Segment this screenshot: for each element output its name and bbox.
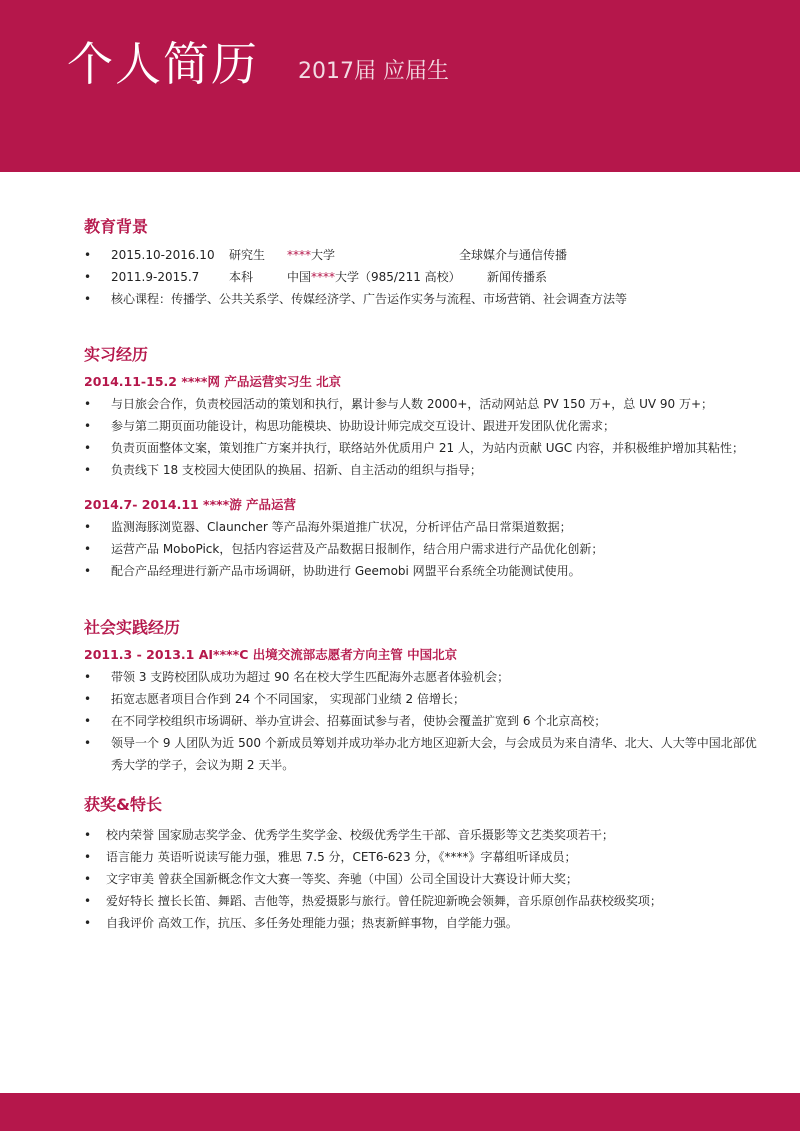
- list-item: • 拓宽志愿者项目合作到 24 个不同国家， 实现部门业绩 2 倍增长；: [84, 688, 764, 710]
- list-item: • 负责页面整体文案，策划推广方案并执行，联络站外优质用户 21 人，为站内贡献 UGC 内容，并积极维护增加其粘性；: [84, 437, 764, 459]
- social-title: 2011.3 - 2013.1 AI****C 出境交流部志愿者方向主管 中国北京: [84, 647, 458, 662]
- edu-major: 全球媒介与通信传播: [459, 248, 568, 262]
- job-duties-list: [84, 516, 764, 582]
- list-item: • 负责线下 18 支校园大使团队的换届、招新、自主活动的组织与指导；: [84, 459, 764, 481]
- education-row: [84, 266, 764, 288]
- edu-school: ****大学: [287, 248, 336, 262]
- header-banner: [0, 0, 800, 172]
- page-subtitle: 2017届 应届生: [298, 59, 449, 84]
- education-courses: • 核心课程：传播学、公共关系学、传媒经济学、广告运作实务与流程、市场营销、社会调查方法等: [84, 288, 764, 310]
- internship-heading: 实习经历: [84, 345, 149, 364]
- list-item: • 文字审美 曾获全国新概念作文大赛一等奖、奔驰（中国）公司全国设计大赛设计师大奖；: [84, 868, 764, 890]
- list-item: • 自我评价 高效工作，抗压、多任务处理能力强；热衷新鲜事物，自学能力强。: [84, 912, 764, 934]
- edu-major: 新闻传播系: [487, 270, 548, 284]
- list-item: • 爱好特长 擅长长笛、舞蹈、吉他等，热爱摄影与旅行。曾任院迎新晚会领舞，音乐原创作品获校级奖项；: [84, 890, 764, 912]
- edu-period: 2011.9-2015.7: [111, 270, 200, 284]
- list-item: • 监测海豚浏览器、Clauncher 等产品海外渠道推广状况，分析评估产品日常渠道数据；: [84, 516, 764, 538]
- social-section: [84, 617, 764, 776]
- job-duties-list: [84, 393, 764, 481]
- awards-list: [84, 824, 764, 934]
- list-item: • 带领 3 支跨校团队成功为超过 90 名在校大学生匹配海外志愿者体验机会；: [84, 666, 764, 688]
- list-item: • 与日旅会合作，负责校园活动的策划和执行，累计参与人数 2000+，活动网站总 PV 150 万+，总 UV 90 万+；: [84, 393, 764, 415]
- list-item: • 领导一个 9 人团队为近 500 个新成员筹划并成功举办北方地区迎新大会，与会成员为来自清华、北大、人大等中国北部优秀大学的学子，会议为期 2 天半。: [84, 732, 764, 776]
- edu-period: 2015.10-2016.10: [111, 248, 215, 262]
- awards-section: [84, 794, 764, 934]
- list-item: • 参与第二期页面功能设计，构思功能模块、协助设计师完成交互设计、跟进开发团队优化需求；: [84, 415, 764, 437]
- list-item: • 校内荣誉 国家励志奖学金、优秀学生奖学金、校级优秀学生干部、音乐摄影等文艺类奖项若干；: [84, 824, 764, 846]
- internship-section: [84, 344, 764, 582]
- edu-degree: 本科: [229, 270, 254, 284]
- education-list: [84, 244, 764, 310]
- social-heading: 社会实践经历: [84, 618, 181, 637]
- list-item: • 语言能力 英语听说读写能力强，雅思 7.5 分，CET6-623 分，《****》字幕组听译成员；: [84, 846, 764, 868]
- page-title: 个人简历: [67, 37, 259, 91]
- job-title: 2014.7- 2014.11 ****游 产品运营: [84, 497, 297, 512]
- education-section: [84, 216, 764, 310]
- list-item: • 运营产品 MoboPick，包括内容运营及产品数据日报制作，结合用户需求进行产品优化创新；: [84, 538, 764, 560]
- edu-school: 中国****大学（985/211 高校）: [287, 270, 461, 284]
- list-item: • 在不同学校组织市场调研、举办宣讲会、招募面试参与者，使协会覆盖扩宽到 6 个北京高校；: [84, 710, 764, 732]
- education-row: [84, 244, 764, 266]
- edu-degree: 研究生: [229, 248, 266, 262]
- list-item: • 配合产品经理进行新产品市场调研，协助进行 Geemobi 网盟平台系统全功能测试使用。: [84, 560, 764, 582]
- education-heading: 教育背景: [84, 217, 149, 236]
- social-list: [84, 666, 764, 776]
- awards-heading: 获奖&特长: [84, 795, 162, 814]
- footer-banner: [0, 1093, 800, 1131]
- job-title: 2014.11-15.2 ****网 产品运营实习生 北京: [84, 374, 342, 389]
